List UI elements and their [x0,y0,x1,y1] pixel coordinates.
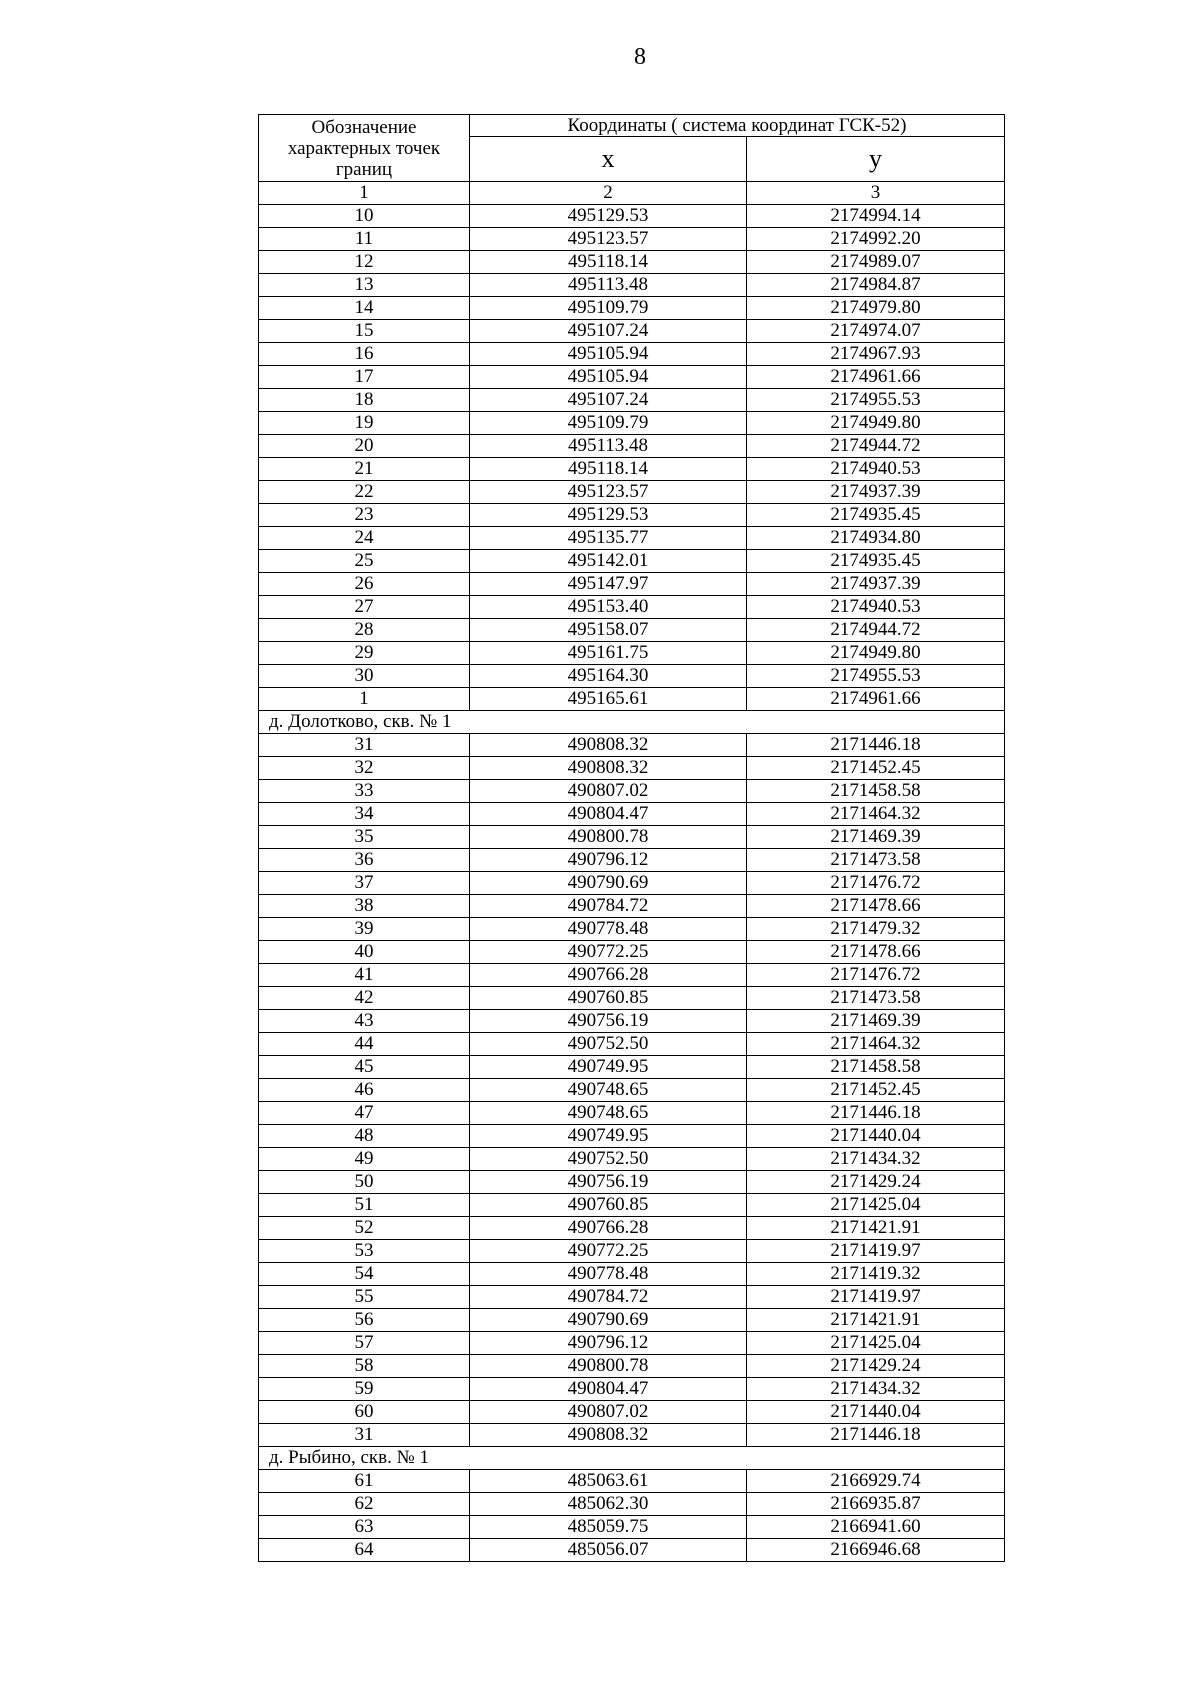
table-row [259,205,1005,228]
table-row [259,1010,1005,1033]
table-row [259,412,1005,435]
x-coordinate-cell: 495109.79 [470,297,747,320]
point-number-cell: 48 [259,1125,470,1148]
point-number-cell: 16 [259,343,470,366]
point-number-cell: 32 [259,757,470,780]
point-number-cell: 34 [259,803,470,826]
point-number-cell: 31 [259,1424,470,1447]
table-row [259,987,1005,1010]
y-coordinate-cell: 2174937.39 [747,573,1005,596]
x-coordinate-cell: 490778.48 [470,918,747,941]
coordinates-table [258,114,1005,1562]
x-coordinate-cell: 490800.78 [470,826,747,849]
table-row [259,527,1005,550]
point-number-cell: 15 [259,320,470,343]
point-number-cell: 37 [259,872,470,895]
y-coordinate-cell: 2171458.58 [747,1056,1005,1079]
table-row [259,1539,1005,1562]
point-number-cell: 13 [259,274,470,297]
table-body [259,205,1005,1562]
table-row [259,688,1005,711]
table-row [259,619,1005,642]
table-row [259,1401,1005,1424]
x-header: x [470,137,747,182]
y-coordinate-cell: 2171434.32 [747,1378,1005,1401]
y-coordinate-cell: 2174934.80 [747,527,1005,550]
x-coordinate-cell: 485063.61 [470,1470,747,1493]
table-row [259,918,1005,941]
y-coordinate-cell: 2174937.39 [747,481,1005,504]
point-label-header: Обозначение характерных точек границ [259,115,470,182]
column-number: 1 [259,182,470,205]
x-coordinate-cell: 490796.12 [470,849,747,872]
x-coordinate-cell: 490772.25 [470,1240,747,1263]
y-coordinate-cell: 2171419.97 [747,1286,1005,1309]
point-number-cell: 58 [259,1355,470,1378]
y-coordinate-cell: 2171429.24 [747,1355,1005,1378]
y-coordinate-cell: 2171478.66 [747,941,1005,964]
y-coordinate-cell: 2171473.58 [747,987,1005,1010]
y-coordinate-cell: 2171476.72 [747,872,1005,895]
table-row [259,1516,1005,1539]
table-row [259,1493,1005,1516]
x-coordinate-cell: 490748.65 [470,1079,747,1102]
y-coordinate-cell: 2174949.80 [747,642,1005,665]
table-row [259,481,1005,504]
x-coordinate-cell: 490784.72 [470,895,747,918]
table-row [259,803,1005,826]
point-number-cell: 21 [259,458,470,481]
table-header [259,115,1005,205]
table-row [259,1309,1005,1332]
point-number-cell: 45 [259,1056,470,1079]
x-coordinate-cell: 490748.65 [470,1102,747,1125]
y-coordinate-cell: 2171425.04 [747,1194,1005,1217]
table-row [259,1378,1005,1401]
y-coordinate-cell: 2171421.91 [747,1217,1005,1240]
x-coordinate-cell: 495158.07 [470,619,747,642]
x-coordinate-cell: 490800.78 [470,1355,747,1378]
x-coordinate-cell: 490749.95 [470,1125,747,1148]
y-coordinate-cell: 2171464.32 [747,803,1005,826]
table-row [259,642,1005,665]
point-number-cell: 53 [259,1240,470,1263]
table-row [259,1194,1005,1217]
point-number-cell: 44 [259,1033,470,1056]
x-coordinate-cell: 495142.01 [470,550,747,573]
point-number-cell: 43 [259,1010,470,1033]
x-coordinate-cell: 490756.19 [470,1171,747,1194]
y-coordinate-cell: 2174992.20 [747,228,1005,251]
y-coordinate-cell: 2166941.60 [747,1516,1005,1539]
x-coordinate-cell: 495129.53 [470,504,747,527]
point-number-cell: 54 [259,1263,470,1286]
point-number-cell: 14 [259,297,470,320]
y-coordinate-cell: 2171419.97 [747,1240,1005,1263]
x-coordinate-cell: 490808.32 [470,757,747,780]
y-coordinate-cell: 2171419.32 [747,1263,1005,1286]
table-row [259,1263,1005,1286]
table-row [259,849,1005,872]
table-row [259,1125,1005,1148]
x-coordinate-cell: 490756.19 [470,1010,747,1033]
section-title: д. Рыбино, скв. № 1 [259,1447,1005,1470]
y-coordinate-cell: 2171440.04 [747,1125,1005,1148]
y-coordinate-cell: 2174944.72 [747,619,1005,642]
table-row [259,251,1005,274]
table-row [259,1079,1005,1102]
point-number-cell: 52 [259,1217,470,1240]
x-coordinate-cell: 490752.50 [470,1148,747,1171]
point-number-cell: 62 [259,1493,470,1516]
table-row [259,1355,1005,1378]
table-row [259,343,1005,366]
point-number-cell: 38 [259,895,470,918]
point-number-cell: 51 [259,1194,470,1217]
table-row [259,757,1005,780]
point-number-cell: 64 [259,1539,470,1562]
x-coordinate-cell: 495129.53 [470,205,747,228]
y-coordinate-cell: 2174940.53 [747,458,1005,481]
y-coordinate-cell: 2171458.58 [747,780,1005,803]
y-coordinate-cell: 2166946.68 [747,1539,1005,1562]
table-row [259,895,1005,918]
point-number-cell: 10 [259,205,470,228]
point-number-cell: 36 [259,849,470,872]
table-row [259,665,1005,688]
y-coordinate-cell: 2174955.53 [747,389,1005,412]
x-coordinate-cell: 490752.50 [470,1033,747,1056]
table-row [259,458,1005,481]
x-coordinate-cell: 490778.48 [470,1263,747,1286]
table-row [259,596,1005,619]
x-coordinate-cell: 490807.02 [470,1401,747,1424]
y-coordinate-cell: 2174949.80 [747,412,1005,435]
y-coordinate-cell: 2174994.14 [747,205,1005,228]
column-number: 3 [747,182,1005,205]
x-coordinate-cell: 495123.57 [470,228,747,251]
y-coordinate-cell: 2171421.91 [747,1309,1005,1332]
y-coordinate-cell: 2171464.32 [747,1033,1005,1056]
x-coordinate-cell: 485056.07 [470,1539,747,1562]
coordinates-header: Координаты ( система координат ГСК-52) [470,115,1005,137]
y-coordinate-cell: 2174979.80 [747,297,1005,320]
x-coordinate-cell: 485059.75 [470,1516,747,1539]
point-number-cell: 56 [259,1309,470,1332]
x-coordinate-cell: 495105.94 [470,366,747,389]
point-number-cell: 30 [259,665,470,688]
y-coordinate-cell: 2166935.87 [747,1493,1005,1516]
y-coordinate-cell: 2174989.07 [747,251,1005,274]
table-row [259,366,1005,389]
x-coordinate-cell: 490760.85 [470,1194,747,1217]
table-row [259,1470,1005,1493]
table-row [259,1056,1005,1079]
point-number-cell: 19 [259,412,470,435]
table-row [259,1424,1005,1447]
x-coordinate-cell: 495107.24 [470,389,747,412]
y-coordinate-cell: 2171473.58 [747,849,1005,872]
point-number-cell: 63 [259,1516,470,1539]
x-coordinate-cell: 495164.30 [470,665,747,688]
table-row [259,964,1005,987]
table-row [259,320,1005,343]
x-coordinate-cell: 490808.32 [470,734,747,757]
y-coordinate-cell: 2171440.04 [747,1401,1005,1424]
point-number-cell: 25 [259,550,470,573]
y-header: y [747,137,1005,182]
x-coordinate-cell: 490772.25 [470,941,747,964]
point-number-cell: 31 [259,734,470,757]
point-number-cell: 35 [259,826,470,849]
x-coordinate-cell: 495113.48 [470,274,747,297]
column-number-row [259,182,1005,205]
x-coordinate-cell: 495165.61 [470,688,747,711]
y-coordinate-cell: 2171469.39 [747,1010,1005,1033]
table-row [259,1033,1005,1056]
point-number-cell: 60 [259,1401,470,1424]
table-row [259,826,1005,849]
point-number-cell: 12 [259,251,470,274]
y-coordinate-cell: 2174961.66 [747,366,1005,389]
table-row [259,941,1005,964]
table-row [259,550,1005,573]
point-number-cell: 22 [259,481,470,504]
x-coordinate-cell: 490796.12 [470,1332,747,1355]
y-coordinate-cell: 2171452.45 [747,757,1005,780]
table-row [259,1332,1005,1355]
point-number-cell: 40 [259,941,470,964]
coordinates-table-container [258,114,1004,1562]
x-coordinate-cell: 490808.32 [470,1424,747,1447]
y-coordinate-cell: 2174967.93 [747,343,1005,366]
point-number-cell: 17 [259,366,470,389]
x-coordinate-cell: 490790.69 [470,1309,747,1332]
x-coordinate-cell: 495161.75 [470,642,747,665]
table-row [259,389,1005,412]
table-row [259,734,1005,757]
x-coordinate-cell: 490804.47 [470,1378,747,1401]
y-coordinate-cell: 2171434.32 [747,1148,1005,1171]
x-coordinate-cell: 495113.48 [470,435,747,458]
x-coordinate-cell: 495123.57 [470,481,747,504]
y-coordinate-cell: 2174940.53 [747,596,1005,619]
x-coordinate-cell: 490807.02 [470,780,747,803]
table-row [259,1217,1005,1240]
y-coordinate-cell: 2171469.39 [747,826,1005,849]
x-coordinate-cell: 495135.77 [470,527,747,550]
point-number-cell: 29 [259,642,470,665]
x-coordinate-cell: 495107.24 [470,320,747,343]
table-row [259,228,1005,251]
y-coordinate-cell: 2174961.66 [747,688,1005,711]
table-row [259,435,1005,458]
point-number-cell: 49 [259,1148,470,1171]
table-row [259,1286,1005,1309]
y-coordinate-cell: 2166929.74 [747,1470,1005,1493]
table-row [259,1102,1005,1125]
x-coordinate-cell: 490766.28 [470,1217,747,1240]
point-number-cell: 59 [259,1378,470,1401]
x-coordinate-cell: 495105.94 [470,343,747,366]
table-row [259,1240,1005,1263]
point-number-cell: 46 [259,1079,470,1102]
x-coordinate-cell: 485062.30 [470,1493,747,1516]
point-number-cell: 61 [259,1470,470,1493]
x-coordinate-cell: 490784.72 [470,1286,747,1309]
point-number-cell: 24 [259,527,470,550]
table-row [259,872,1005,895]
y-coordinate-cell: 2174935.45 [747,550,1005,573]
section-title: д. Долотково, скв. № 1 [259,711,1005,734]
x-coordinate-cell: 495118.14 [470,458,747,481]
x-coordinate-cell: 490804.47 [470,803,747,826]
table-row [259,297,1005,320]
point-number-cell: 27 [259,596,470,619]
y-coordinate-cell: 2171425.04 [747,1332,1005,1355]
page-number: 8 [634,44,646,70]
section-row [259,711,1005,734]
y-coordinate-cell: 2171476.72 [747,964,1005,987]
table-row [259,1148,1005,1171]
y-coordinate-cell: 2171446.18 [747,1424,1005,1447]
x-coordinate-cell: 495153.40 [470,596,747,619]
point-number-cell: 50 [259,1171,470,1194]
point-number-cell: 47 [259,1102,470,1125]
y-coordinate-cell: 2171478.66 [747,895,1005,918]
table-row [259,573,1005,596]
point-number-cell: 39 [259,918,470,941]
point-number-cell: 20 [259,435,470,458]
point-number-cell: 28 [259,619,470,642]
y-coordinate-cell: 2174935.45 [747,504,1005,527]
x-coordinate-cell: 495147.97 [470,573,747,596]
y-coordinate-cell: 2171479.32 [747,918,1005,941]
x-coordinate-cell: 495118.14 [470,251,747,274]
y-coordinate-cell: 2171446.18 [747,734,1005,757]
point-number-cell: 1 [259,688,470,711]
x-coordinate-cell: 490790.69 [470,872,747,895]
table-row [259,274,1005,297]
x-coordinate-cell: 490760.85 [470,987,747,1010]
x-coordinate-cell: 495109.79 [470,412,747,435]
point-number-cell: 26 [259,573,470,596]
x-coordinate-cell: 490749.95 [470,1056,747,1079]
x-coordinate-cell: 490766.28 [470,964,747,987]
y-coordinate-cell: 2174974.07 [747,320,1005,343]
point-number-cell: 18 [259,389,470,412]
point-number-cell: 42 [259,987,470,1010]
point-number-cell: 55 [259,1286,470,1309]
section-row [259,1447,1005,1470]
point-number-cell: 11 [259,228,470,251]
table-row [259,1171,1005,1194]
table-row [259,780,1005,803]
point-number-cell: 57 [259,1332,470,1355]
y-coordinate-cell: 2174984.87 [747,274,1005,297]
y-coordinate-cell: 2171446.18 [747,1102,1005,1125]
y-coordinate-cell: 2171452.45 [747,1079,1005,1102]
point-number-cell: 41 [259,964,470,987]
column-number: 2 [470,182,747,205]
point-number-cell: 33 [259,780,470,803]
y-coordinate-cell: 2174955.53 [747,665,1005,688]
point-number-cell: 23 [259,504,470,527]
table-row [259,504,1005,527]
y-coordinate-cell: 2174944.72 [747,435,1005,458]
y-coordinate-cell: 2171429.24 [747,1171,1005,1194]
